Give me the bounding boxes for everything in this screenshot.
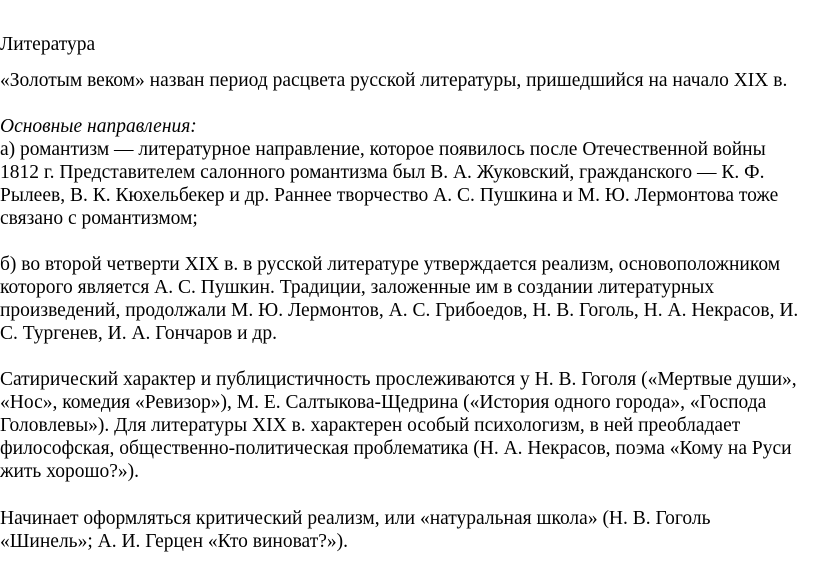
satire-line: философская, общественно-политическая проблематика (Н. А. Некрасов, поэма «Кому на Руси <box>0 438 792 459</box>
realism-line: С. Тургенев, И. А. Гончаров и др. <box>0 323 277 344</box>
realism-paragraph <box>0 253 812 345</box>
satire-line: «Нос», комедия «Ревизор»), М. Е. Салтыкова-Щедрина («История одного города», «Господа <box>0 392 767 413</box>
romanticism-line: а) романтизм — литературное направление, которое появилось после Отечественной войны <box>0 139 766 160</box>
satire-line: жить хорошо?»). <box>0 461 139 482</box>
satire-paragraph <box>0 368 812 483</box>
romanticism-paragraph <box>0 138 812 230</box>
romanticism-line: связано с романтизмом; <box>0 208 198 229</box>
romanticism-line: 1812 г. Представителем салонного романтизма был В. А. Жуковский, гражданского — К. Ф. <box>0 162 765 183</box>
realism-line: произведений, продолжали М. Ю. Лермонтов, А. С. Грибоедов, Н. В. Гоголь, Н. А. Некрасов, И. <box>0 300 799 321</box>
satire-line: Головлевы»). Для литературы XIX в. характерен особый психологизм, в ней преобладает <box>0 415 741 436</box>
realism-line: которого является А. С. Пушкин. Традиции, заложенные им в создании литературных <box>0 277 715 298</box>
romanticism-line: Рылеев, В. К. Кюхельбекер и др. Раннее творчество А. С. Пушкина и М. Ю. Лермонтова тоже <box>0 185 779 206</box>
document-title: Литература <box>0 34 96 55</box>
critical-realism-line: Начинает оформляться критический реализм, или «натуральная школа» (Н. В. Гоголь <box>0 508 711 529</box>
directions-heading: Основные направления: <box>0 116 197 137</box>
realism-line: б) во второй четверти XIX в. в русской литературе утверждается реализм, основоположником <box>0 254 781 275</box>
critical-realism-line: «Шинель»; А. И. Герцен «Кто виноват?»). <box>0 531 349 552</box>
critical-realism-paragraph <box>0 507 812 553</box>
intro-paragraph: «Золотым веком» назван период расцвета русской литературы, пришедшийся на начало XIX в. <box>0 70 788 91</box>
satire-line: Сатирический характер и публицистичность прослеживаются у Н. В. Гоголя («Мертвые души», <box>0 369 797 390</box>
